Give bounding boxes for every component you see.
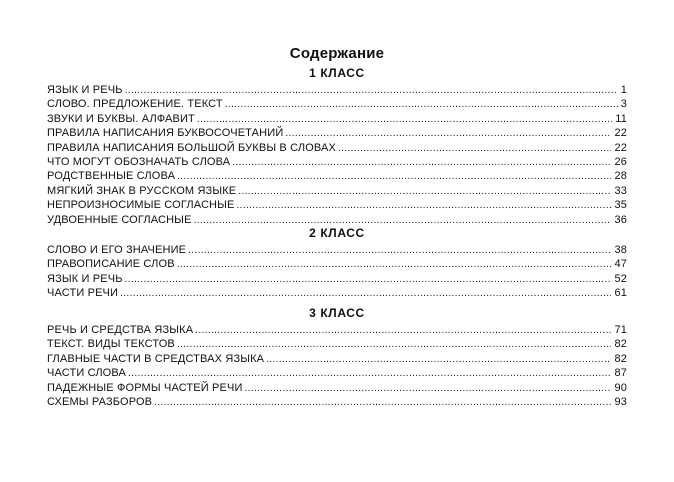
toc-entry-title: СЛОВО. ПРЕДЛОЖЕНИЕ. ТЕКСТ: [47, 98, 223, 111]
entry-list: [47, 323, 627, 409]
toc-entry-title: ЯЗЫК И РЕЧЬ: [47, 272, 123, 285]
section-grade-1: [47, 66, 627, 227]
toc-entry-page-number: 35: [614, 199, 627, 212]
toc-entry-title: НЕПРОИЗНОСИМЫЕ СОГЛАСНЫЕ: [47, 199, 235, 212]
section-grade-2: [47, 226, 627, 301]
dot-leader: [195, 323, 611, 337]
toc-entry: [47, 184, 627, 198]
dot-leader: [285, 126, 611, 140]
toc-entry: [47, 257, 627, 271]
dot-leader: [237, 198, 612, 212]
toc-entry-page-number: 33: [614, 184, 627, 197]
toc-entry-page-number: 87: [614, 367, 627, 380]
toc-entry: [47, 155, 627, 169]
toc-entry-title: УДВОЕННЫЕ СОГЛАСНЫЕ: [47, 213, 192, 226]
toc-entry-title: ПРАВИЛА НАПИСАНИЯ БОЛЬШОЙ БУКВЫ В СЛОВАХ: [47, 141, 337, 154]
dot-leader: [338, 141, 611, 155]
toc-entry: [47, 243, 627, 257]
page-title: Содержание: [289, 45, 385, 62]
dot-leader: [177, 257, 612, 271]
dot-leader: [266, 352, 611, 366]
toc-entry-page-number: 3: [620, 98, 627, 111]
toc-entry: [47, 323, 627, 337]
toc-entry-title: ГЛАВНЫЕ ЧАСТИ В СРЕДСТВАХ ЯЗЫКА: [47, 352, 265, 365]
toc-entry-title: ЗВУКИ И БУКВЫ. АЛФАВИТ: [47, 112, 195, 125]
toc-entry-title: СХЕМЫ РАЗБОРОВ: [47, 395, 153, 408]
dot-leader: [154, 395, 611, 409]
toc-entry-page-number: 52: [614, 272, 627, 285]
dot-leader: [177, 169, 611, 183]
section-heading: 1 КЛАСС: [309, 66, 365, 80]
entry-list: [47, 243, 627, 301]
toc-entry-title: СЛОВО И ЕГО ЗНАЧЕНИЕ: [47, 244, 187, 256]
dot-leader: [245, 381, 612, 395]
dot-leader: [194, 213, 612, 227]
toc-entry-page-number: 71: [614, 324, 627, 336]
toc-entry-title: ПАДЕЖНЫЕ ФОРМЫ ЧАСТЕЙ РЕЧИ: [47, 381, 243, 394]
toc-entry: [47, 169, 627, 183]
toc-entry-page-number: 26: [614, 155, 627, 168]
toc-entry: [47, 112, 627, 126]
toc-entry: [47, 126, 627, 140]
toc-entry-title: РОДСТВЕННЫЕ СЛОВА: [47, 170, 176, 183]
dot-leader: [120, 286, 611, 300]
toc-entry-page-number: 28: [614, 170, 627, 183]
toc-entry-page-number: 82: [614, 338, 627, 351]
toc-entry-page-number: 22: [614, 141, 627, 154]
toc-entry-title: ЧТО МОГУТ ОБОЗНАЧАТЬ СЛОВА: [47, 155, 231, 168]
toc-entry: [47, 272, 627, 286]
section-grade-3: [47, 306, 627, 409]
dot-leader: [177, 337, 612, 351]
toc-entry-title: ЯЗЫК И РЕЧЬ: [47, 84, 123, 96]
dot-leader: [225, 97, 618, 111]
toc-entry-page-number: 36: [614, 213, 627, 226]
toc-entry: [47, 352, 627, 366]
toc-entry: [47, 366, 627, 380]
dot-leader: [125, 83, 618, 97]
toc-entry-title: МЯГКИЙ ЗНАК В РУССКОМ ЯЗЫКЕ: [47, 184, 237, 197]
toc-entry-page-number: 1: [620, 84, 627, 96]
dot-leader: [238, 184, 611, 198]
toc-entry-title: ЧАСТИ РЕЧИ: [47, 287, 119, 300]
toc-entry: [47, 395, 627, 409]
dot-leader: [197, 112, 612, 126]
toc-entry-page-number: 61: [614, 287, 627, 300]
toc-entry-title: РЕЧЬ И СРЕДСТВА ЯЗЫКА: [47, 324, 194, 336]
toc-entry: [47, 286, 627, 300]
toc-entry: [47, 83, 627, 97]
toc-entry-title: ТЕКСТ. ВИДЫ ТЕКСТОВ: [47, 338, 175, 351]
toc-entry-page-number: 90: [614, 381, 627, 394]
dot-leader: [128, 366, 611, 380]
toc-entry-title: ПРАВОПИСАНИЕ СЛОВ: [47, 258, 175, 271]
toc-entry-page-number: 38: [614, 244, 627, 256]
dot-leader: [188, 243, 611, 257]
toc-entry-page-number: 47: [614, 258, 627, 271]
toc-entry: [47, 97, 627, 111]
toc-entry: [47, 141, 627, 155]
toc-entry-page-number: 22: [614, 127, 627, 140]
toc-entry: [47, 198, 627, 212]
dot-leader: [232, 155, 611, 169]
section-heading: 2 КЛАСС: [309, 226, 365, 240]
toc-entry: [47, 337, 627, 351]
toc-entry-page-number: 11: [615, 112, 627, 125]
toc-entry-title: ЧАСТИ СЛОВА: [47, 367, 126, 380]
toc-entry-title: ПРАВИЛА НАПИСАНИЯ БУКВОСОЧЕТАНИЙ: [47, 127, 284, 140]
toc-entry: [47, 381, 627, 395]
dot-leader: [125, 272, 612, 286]
toc-entry-page-number: 82: [614, 352, 627, 365]
section-heading: 3 КЛАСС: [309, 306, 365, 320]
toc-entry-page-number: 93: [614, 395, 627, 408]
toc-entry: [47, 213, 627, 227]
entry-list: [47, 83, 627, 227]
